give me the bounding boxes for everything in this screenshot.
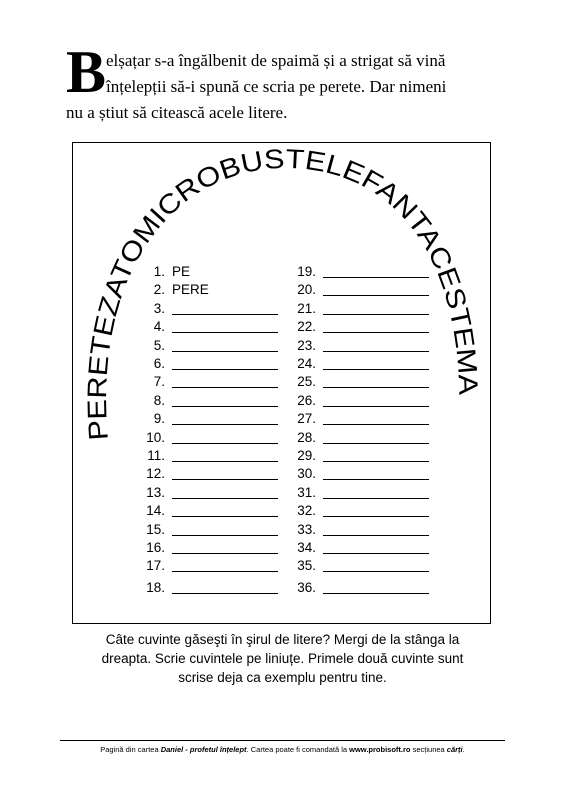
answer-number: 3. (153, 300, 165, 316)
answer-blank-line[interactable] (172, 461, 278, 462)
instructions-line-1: Câte cuvinte găseşti în şirul de litere? Mergi de la stânga la (105, 632, 460, 647)
footer-book-title: Daniel - profetul înțelept (160, 745, 247, 754)
answer-blank-line[interactable] (323, 535, 429, 536)
answer-number: 8. (153, 392, 165, 408)
answer-number: 9. (153, 411, 165, 427)
answer-blank-line[interactable] (323, 369, 429, 370)
answer-blank-line[interactable] (323, 553, 429, 554)
answer-row (296, 318, 456, 336)
answer-blank-line[interactable] (323, 479, 429, 480)
answer-blank-line[interactable] (323, 332, 429, 333)
answer-row (296, 410, 456, 428)
answer-example-word: PERE (172, 282, 209, 298)
answer-blank-line[interactable] (323, 277, 429, 278)
answer-row (296, 484, 456, 502)
footer (40, 745, 525, 755)
answer-number: 29. (297, 448, 316, 463)
answer-row (296, 392, 456, 410)
answer-number: 13. (146, 484, 165, 500)
answer-number: 36. (297, 579, 316, 595)
answer-blank-line[interactable] (172, 479, 278, 480)
answer-blank-line[interactable] (172, 406, 278, 407)
footer-divider (60, 740, 505, 741)
answer-blank-line[interactable] (172, 424, 278, 425)
answer-blank-line[interactable] (172, 369, 278, 370)
answer-blank-line[interactable] (172, 387, 278, 388)
answer-number: 11. (147, 448, 165, 463)
answer-blank-line[interactable] (172, 535, 278, 536)
answer-number: 10. (146, 429, 165, 445)
drop-cap-letter: B (66, 39, 107, 105)
answer-number: 24. (297, 356, 316, 371)
answer-blank-line[interactable] (323, 516, 429, 517)
answer-row (296, 557, 456, 575)
footer-suffix: secțiunea (410, 745, 447, 754)
intro-line-2: înțelepții să-i spună ce scria pe perete. Dar nimeni (106, 77, 447, 96)
answer-blank-line[interactable] (172, 593, 278, 594)
answer-blank-line[interactable] (323, 593, 429, 594)
answer-number: 2. (153, 282, 165, 298)
answer-blank-line[interactable] (172, 332, 278, 333)
answer-blank-line[interactable] (323, 351, 429, 352)
answer-number: 4. (153, 319, 165, 335)
answer-blank-line[interactable] (323, 424, 429, 425)
answer-number: 23. (297, 337, 316, 353)
answer-number: 31. (297, 484, 316, 500)
answer-number: 14. (146, 503, 165, 519)
answer-number: 22. (297, 319, 316, 335)
answer-row (296, 429, 456, 447)
answer-blank-line[interactable] (172, 314, 278, 315)
answer-blank-line[interactable] (323, 443, 429, 444)
answer-blank-line[interactable] (172, 443, 278, 444)
answer-blank-line[interactable] (172, 516, 278, 517)
footer-site-link[interactable]: www.probisoft.ro (349, 745, 411, 754)
footer-section: cărți (446, 745, 463, 754)
answer-row (296, 373, 456, 391)
answer-number: 27. (297, 411, 316, 427)
answer-number: 25. (297, 374, 316, 390)
answer-row (296, 263, 456, 281)
answer-blank-line[interactable] (323, 295, 429, 296)
intro-line-3: nu a știut să citească acele litere. (66, 103, 288, 122)
answer-blank-line[interactable] (172, 571, 278, 572)
instructions-line-2: dreapta. Scrie cuvintele pe liniuțe. Primele două cuvinte sunt (101, 651, 464, 666)
answer-number: 1. (153, 264, 165, 279)
answer-row (296, 539, 456, 557)
answer-number: 18. (146, 579, 165, 595)
answer-blank-line[interactable] (323, 406, 429, 407)
answer-blank-line[interactable] (172, 553, 278, 554)
answer-blank-line[interactable] (172, 351, 278, 352)
answer-number: 16. (146, 540, 165, 555)
intro-line-1: elșațar s-a îngălbenit de spaimă și a strigat să vină (106, 51, 446, 70)
answer-blank-line[interactable] (323, 314, 429, 315)
answer-number: 17. (146, 558, 165, 574)
answer-number: 35. (297, 558, 316, 574)
instructions (60, 630, 505, 687)
answer-number: 7. (153, 374, 165, 390)
answer-number: 28. (297, 429, 316, 445)
answer-blank-line[interactable] (323, 461, 429, 462)
answer-row (296, 337, 456, 355)
answer-row (296, 355, 456, 373)
answer-number: 32. (297, 503, 316, 519)
answer-number: 33. (297, 521, 316, 537)
answer-number: 26. (297, 392, 316, 408)
answer-blank-line[interactable] (323, 571, 429, 572)
answer-number: 12. (146, 466, 165, 482)
answer-row (296, 300, 456, 318)
instructions-line-3: scrise deja ca exemplu pentru tine. (178, 670, 387, 685)
answer-number: 21. (297, 300, 316, 316)
answer-row (296, 447, 456, 465)
answer-row (296, 502, 456, 520)
answer-number: 19. (297, 264, 316, 279)
answer-blank-line[interactable] (323, 387, 429, 388)
footer-prefix: Pagină din cartea (100, 745, 161, 754)
answer-blank-line[interactable] (172, 498, 278, 499)
footer-end: . (462, 745, 465, 754)
footer-middle: . Cartea poate fi comandată la (246, 745, 350, 754)
answer-number: 34. (297, 540, 316, 555)
answer-row (296, 521, 456, 539)
answer-row (296, 281, 456, 299)
answer-number: 5. (153, 337, 165, 353)
answer-row (296, 579, 456, 597)
answer-number: 15. (146, 521, 165, 537)
answer-number: 30. (297, 466, 316, 482)
answer-blank-line[interactable] (323, 498, 429, 499)
answer-number: 6. (153, 356, 165, 371)
answer-number: 20. (297, 282, 316, 298)
answer-row (296, 465, 456, 483)
letter-string-text: PERETEZATOMICROBUSTELEFANTACESTEMA (81, 143, 484, 442)
answer-example-word: PE (172, 264, 191, 279)
